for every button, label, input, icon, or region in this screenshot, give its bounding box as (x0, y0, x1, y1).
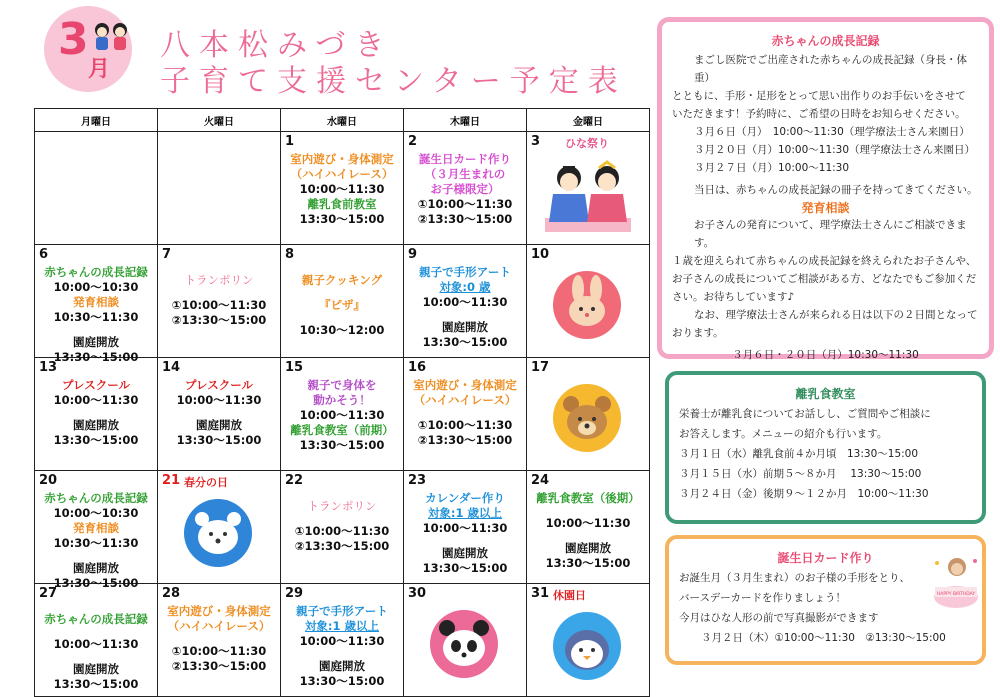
day-cell-29 (281, 584, 404, 697)
day-number: 22 (285, 473, 304, 488)
growth-schedule-2: ３月２０日（月）10:00～11:30（理学療法士さん来園日） (694, 144, 976, 156)
page-header (0, 0, 650, 105)
day-cell-3 (527, 132, 650, 245)
event-target: 対象:1 歳以上 (427, 506, 503, 520)
consultation-title: 発育相談 (801, 201, 850, 215)
event-title-3: 園庭開放 (73, 335, 119, 349)
day-number: 2 (408, 134, 418, 149)
growth-box-title: 赤ちゃんの成長記録 (771, 34, 880, 48)
event-title-2: 園庭開放 (442, 546, 488, 560)
growth-record-box (657, 17, 994, 359)
event-title: プレスクール (62, 378, 130, 392)
calendar-table (34, 108, 650, 697)
event-title: 離乳食教室（後期） (536, 491, 640, 505)
day-number: 17 (531, 360, 550, 375)
day-cell-empty (158, 132, 281, 245)
mini-hina-dolls-icon (92, 18, 132, 52)
day-number: 29 (285, 586, 304, 601)
day-number: 15 (285, 360, 304, 375)
event-title: プレスクール (185, 378, 253, 392)
day-number: 24 (531, 473, 550, 488)
birthday-schedule: ３月２日（木）①10:00～11:30 ②13:30～15:00 (701, 632, 946, 644)
weaning-text-1: 栄養士が離乳食についてお話しし、ご質問やご相談に (679, 408, 931, 420)
event-title-3: 園庭開放 (73, 561, 119, 575)
event-subtitle: （ハイハイレース） (413, 393, 517, 407)
event-title: 室内遊び・身体測定 (167, 604, 271, 618)
event-subtitle: （ハイハイレース） (290, 167, 394, 181)
event-time-2: ②13:30～15:00 (171, 313, 267, 327)
event-subtitle: （ハイハイレース） (167, 619, 271, 633)
event-time-2: ②13:30～15:00 (417, 212, 513, 226)
month-number: 3 (58, 14, 89, 65)
event-time: ①10:00～11:30 (171, 298, 267, 312)
event-title: 親子で手形アート (296, 604, 388, 618)
day-number: 9 (408, 247, 418, 262)
day-cell-14 (158, 358, 281, 471)
title-line2: 子育て支援センター予定表 (160, 64, 627, 99)
day-number: 14 (162, 360, 181, 375)
event-title: 赤ちゃんの成長記録 (44, 612, 148, 626)
event-subtitle: 『ピザ』 (319, 298, 365, 312)
event-time: ①10:00～11:30 (417, 197, 513, 211)
day-cell-30 (404, 584, 527, 697)
consultation-text-5: なお、理学療法士さんが来られる日は以下の２日間となって (694, 309, 978, 321)
event-time: 10:00～11:30 (53, 637, 139, 651)
weekday-thu: 木曜日 (404, 109, 527, 132)
consultation-text-1: お子さんの発育について、理学療法士さんにご相談できます。 (694, 219, 967, 249)
weekday-fri: 金曜日 (527, 109, 650, 132)
weaning-schedule-3: ３月２４日（金）後期９～１２か月 10:00～11:30 (679, 488, 929, 500)
day-cell-28 (158, 584, 281, 697)
event-title: 赤ちゃんの成長記録 (44, 265, 148, 279)
event-time-2: ②13:30～15:00 (171, 659, 267, 673)
day-cell-6 (35, 245, 158, 364)
hina-dolls-icon (543, 160, 633, 236)
day-cell-empty (35, 132, 158, 245)
event-time: ①10:00～11:30 (171, 644, 267, 658)
day-cell-16 (404, 358, 527, 471)
day-number: 1 (285, 134, 295, 149)
day-cell-22 (281, 471, 404, 584)
consultation-dates: ３月６日・２０日（月）10:30～11:30 (732, 349, 919, 361)
growth-text-3: いただきます！予約時に、ご希望の日時をお知らせください。 (672, 108, 966, 120)
event-time: 10:00～11:30 (299, 408, 385, 422)
event-title-2: 園庭開放 (442, 320, 488, 334)
day-cell-2 (404, 132, 527, 245)
event-time: 10:00～11:30 (422, 295, 508, 309)
event-title: 室内遊び・身体測定 (413, 378, 517, 392)
day-cell-17 (527, 358, 650, 471)
event-time-2: 13:30～15:00 (422, 561, 508, 575)
event-title-2: 離乳食前教室 (307, 197, 377, 211)
holiday-label: 春分の日 (184, 476, 228, 489)
day-cell-21 (158, 471, 281, 584)
event-title: 誕生日カード作り (419, 152, 511, 166)
weekday-mon: 月曜日 (35, 109, 158, 132)
event-time-2: 13:30～15:00 (176, 433, 262, 447)
cake-text: HAPPY BIRTHDAY (936, 592, 976, 597)
growth-text-1: まごし医院でご出産された赤ちゃんの成長記録（身長・体重） (694, 54, 967, 84)
day-number: 20 (39, 473, 58, 488)
birthday-text-3: 今月はひな人形の前で写真撮影ができます (679, 612, 879, 624)
birthday-card-box (665, 535, 986, 665)
event-target: 対象:0 歳 (439, 280, 491, 294)
day-number: 21 (162, 473, 181, 488)
week-row (35, 245, 650, 358)
weekday-wed: 水曜日 (281, 109, 404, 132)
event-title: 親子で手形アート (419, 265, 511, 279)
day-number: 8 (285, 247, 295, 262)
event-title-2: 園庭開放 (319, 659, 365, 673)
event-time: 10:00～11:30 (545, 516, 631, 530)
event-time-2: 13:30～15:00 (53, 677, 139, 691)
day-number: 13 (39, 360, 58, 375)
day-cell-13 (35, 358, 158, 471)
consultation-text-3: お子さんの成長についてご相談がある方、どなたでもご参加くだ (672, 273, 977, 285)
day-number: 27 (39, 586, 58, 601)
day-number: 31 (531, 586, 550, 601)
event-time: 10:00～11:30 (299, 182, 385, 196)
event-title-2: 園庭開放 (73, 662, 119, 676)
event-time-2: 13:30～15:00 (545, 556, 631, 570)
event-note-2: お子様限定） (430, 182, 500, 196)
week-row (35, 358, 650, 471)
event-time-2: 13:30～15:00 (299, 674, 385, 688)
event-time: 10:00～11:30 (299, 634, 385, 648)
event-time-2: ②13:30～15:00 (294, 539, 390, 553)
event-time: 10:00～11:30 (422, 521, 508, 535)
event-title-2: 離乳食教室（前期） (290, 423, 394, 437)
weekday-header-row (35, 109, 650, 132)
birthday-text-1: お誕生月（３月生まれ）のお子様の手形をとり、 (679, 572, 910, 584)
event-time-2: 13:30～15:00 (299, 438, 385, 452)
bear-icon (551, 382, 623, 454)
growth-schedule-1: ３月６日（月） 10:00～11:30（理学療法士さん来園日） (694, 126, 970, 138)
closed-day-label: 休園日 (553, 589, 586, 602)
event-title: 室内遊び・身体測定 (290, 152, 394, 166)
event-time: 10:30～12:00 (299, 323, 385, 337)
event-title: 親子クッキング (301, 273, 383, 287)
event-title: トランポリン (184, 273, 254, 287)
event-title: 赤ちゃんの成長記録 (44, 491, 148, 505)
day-cell-8 (281, 245, 404, 358)
consultation-text-4: さい。お待ちしています♪ (672, 291, 795, 303)
event-title-2: 園庭開放 (565, 541, 611, 555)
rabbit-icon (551, 269, 623, 341)
title-line1: 八本松みづき (160, 28, 394, 63)
day-cell-1 (281, 132, 404, 245)
event-time-2: 10:30～11:30 (53, 310, 139, 324)
event-time-2: 10:30～11:30 (53, 536, 139, 550)
event-title-2: 園庭開放 (73, 418, 119, 432)
event-title: ひな祭り (565, 137, 609, 150)
day-number: 16 (408, 360, 427, 375)
event-title-2: 発育相談 (73, 521, 119, 535)
day-cell-7 (158, 245, 281, 358)
day-number: 10 (531, 247, 550, 262)
event-title: トランポリン (307, 499, 377, 513)
growth-schedule-3: ３月２７日（月）10:00～11:30 (694, 162, 850, 174)
event-time-2: 13:30～15:00 (299, 212, 385, 226)
day-number: 6 (39, 247, 49, 262)
day-cell-24 (527, 471, 650, 584)
event-time: 10:00～11:30 (53, 393, 139, 407)
growth-note: 当日は、赤ちゃんの成長記録の冊子を持ってきてください。 (694, 184, 978, 196)
weaning-text-2: お答えします。メニューの紹介も行います。 (679, 428, 888, 440)
consultation-text-6: おります。 (672, 327, 724, 339)
event-note: （３月生まれの (424, 167, 506, 181)
week-row (35, 471, 650, 584)
day-cell-27 (35, 584, 158, 697)
event-title-cont: 動かそう！ (313, 393, 371, 407)
event-title-2: 発育相談 (73, 295, 119, 309)
event-title: カレンダー作り (425, 491, 505, 505)
week-row (35, 132, 650, 245)
day-cell-10 (527, 245, 650, 358)
month-unit: 月 (88, 57, 111, 82)
weekday-tue: 火曜日 (158, 109, 281, 132)
event-time-2: 13:30～15:00 (422, 335, 508, 349)
event-time: ①10:00～11:30 (294, 524, 390, 538)
event-time: 10:00～10:30 (53, 506, 139, 520)
event-time-3: 13:30～15:00 (53, 350, 139, 364)
day-cell-31 (527, 584, 650, 697)
polar-bear-icon (182, 497, 254, 569)
birthday-box-title: 誕生日カード作り (777, 551, 874, 565)
weaning-schedule-2: ３月１５日（水）前期５～８か月 13:30～15:00 (679, 468, 922, 480)
birthday-text-2: バースデーカードを作りましょう！ (679, 592, 847, 604)
day-number: 28 (162, 586, 181, 601)
birthday-cake-icon (931, 553, 981, 611)
event-time-2: 13:30～15:00 (53, 433, 139, 447)
weaning-box-title: 離乳食教室 (795, 387, 856, 401)
event-time: 10:00～11:30 (176, 393, 262, 407)
event-time: ①10:00～11:30 (417, 418, 513, 432)
day-cell-20 (35, 471, 158, 590)
day-cell-9 (404, 245, 527, 358)
event-title: 親子で身体を (307, 378, 377, 392)
day-number: 30 (408, 586, 427, 601)
penguin-icon (551, 610, 623, 682)
day-number: 23 (408, 473, 427, 488)
panda-icon (428, 608, 500, 680)
event-time: 10:00～10:30 (53, 280, 139, 294)
weaning-schedule-1: ３月１日（水）離乳食前４か月頃 13:30～15:00 (679, 448, 919, 460)
event-time-3: 13:30～15:00 (53, 576, 139, 590)
day-number: 3 (531, 134, 541, 149)
event-target: 対象:1 歳以上 (304, 619, 380, 633)
day-cell-23 (404, 471, 527, 584)
week-row (35, 584, 650, 697)
growth-text-2: とともに、手形・足形をとって思い出作りのお手伝いをさせて (672, 90, 966, 102)
consultation-text-2: １歳を迎えられて赤ちゃんの成長記録を終えられたお子さんや、 (672, 255, 977, 267)
event-title-2: 園庭開放 (196, 418, 242, 432)
day-number: 7 (162, 247, 172, 262)
day-cell-15 (281, 358, 404, 471)
weaning-class-box (665, 371, 986, 524)
event-time-2: ②13:30～15:00 (417, 433, 513, 447)
